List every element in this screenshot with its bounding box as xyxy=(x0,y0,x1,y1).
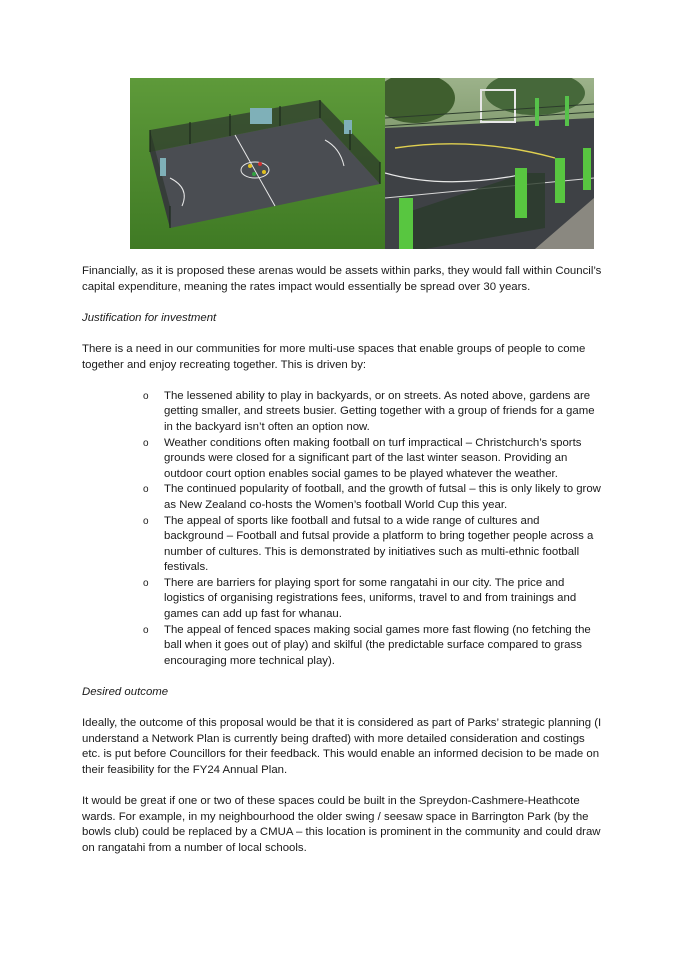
list-item-text: The appeal of fenced spaces making social games more fast flowing (no fetching the ball when it goes out of play) and skilful (the predictable surface compared to grass encouraging more technical play). xyxy=(164,623,591,667)
bullet-marker: o xyxy=(143,390,149,402)
list-item xyxy=(143,482,602,513)
bullet-marker: o xyxy=(143,515,149,527)
list-item-text: There are barriers for playing sport for some rangatahi in our city. The price and logistics of organising registrations fees, uniforms, travel to and from trainings and games can add up fast for whanau. xyxy=(164,576,577,621)
outcome-heading: Desired outcome xyxy=(82,686,169,699)
list-item-text: The appeal of sports like football and futsal to a wide range of cultures and background – Football and futsal provide a platform to bring together people across a number of cultures. This is demonstrated by initiatives such as multi-ethnic football festivals. xyxy=(164,514,594,574)
bullet-marker: o xyxy=(143,577,149,589)
location-paragraph: It would be great if one or two of these spaces could be built in the Spreydon-Cashmere-Heathcote wards. For example, in my neighbourhood the older swing / seesaw space in Barrington Park (by the bowls club) could be replaced by a CMUA – this location is prominent in the community and could draw on rangatahi from a number of local schools. xyxy=(82,795,601,854)
list-item-text: Weather conditions often making football on turf impractical – Christchurch’s sports grounds were closed for a significant part of the last winter season. Providing an outdoor court option enables social games to be played whatever the weather. xyxy=(164,436,582,480)
court-rendering-image xyxy=(130,78,385,249)
list-item-text: The lessened ability to play in backyards, or on streets. As noted above, gardens are getting smaller, and streets busier. Getting together with a group of friends for a game in the backyard isn’t often an option now. xyxy=(164,389,595,433)
justification-heading: Justification for investment xyxy=(82,311,217,324)
financial-paragraph: Financially, as it is proposed these arenas would be assets within parks, they would fall within Council’s capital expenditure, meaning the rates impact would essentially be spread over 30 years. xyxy=(82,265,602,293)
bullet-marker: o xyxy=(143,437,149,449)
list-item xyxy=(143,389,602,436)
ideally-paragraph: Ideally, the outcome of this proposal would be that it is considered as part of Parks’ strategic planning (I understand a Network Plan is currently being drafted) with more detailed consideration and costings etc. is put before Councillors for their feedback. This would enable an informed decision to be made on their feasibility for the FY24 Annual Plan. xyxy=(82,717,602,776)
document-body xyxy=(82,264,602,872)
list-item xyxy=(143,436,602,483)
bullet-marker: o xyxy=(143,484,149,496)
photo-strip xyxy=(130,78,594,249)
bullet-marker: o xyxy=(143,624,149,636)
list-item xyxy=(143,623,602,670)
list-item-text: The continued popularity of football, and the growth of futsal – this is only likely to grow as New Zealand co-hosts the Women’s football World Cup this year. xyxy=(164,483,601,511)
court-photo-image xyxy=(385,78,594,249)
list-item xyxy=(143,514,602,576)
drivers-list xyxy=(82,389,602,670)
list-item xyxy=(143,576,602,623)
need-paragraph: There is a need in our communities for more multi-use spaces that enable groups of people to come together and enjoy recreating together. This is driven by: xyxy=(82,342,586,371)
